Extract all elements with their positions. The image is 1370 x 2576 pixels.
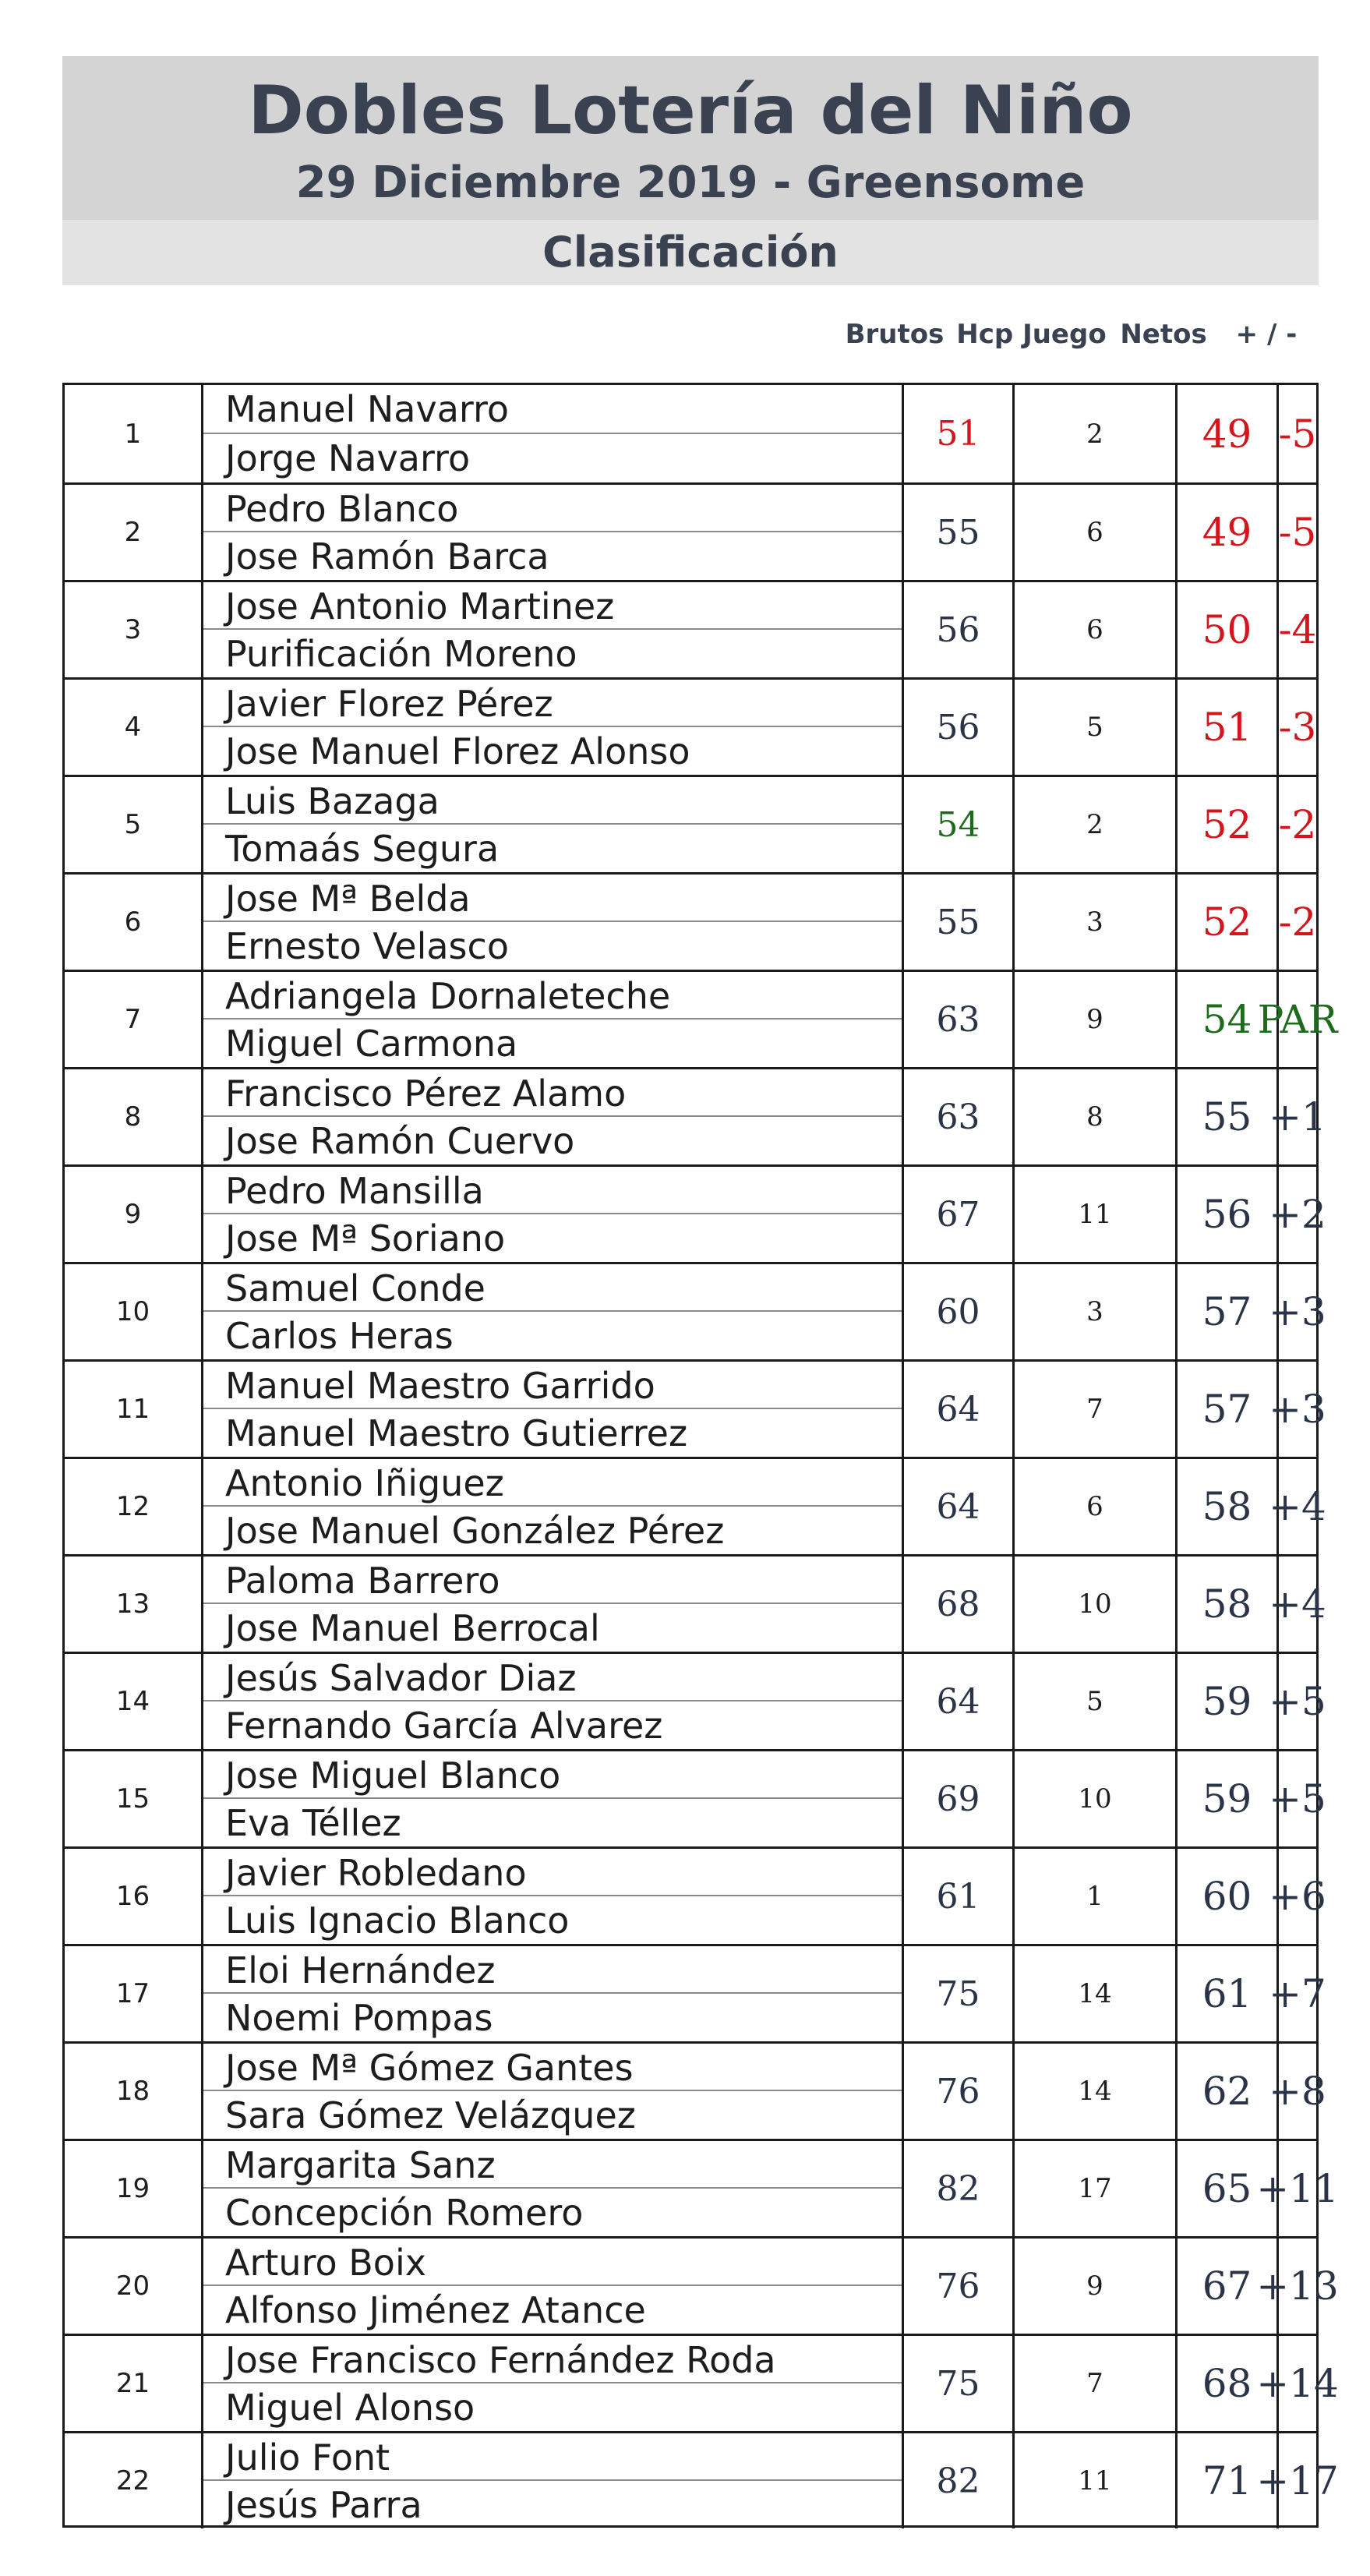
brutos-cell: 64 — [904, 1362, 1015, 1457]
player-2-name: Miguel Carmona — [225, 1023, 518, 1065]
players-cell — [203, 385, 904, 482]
position-cell: 12 — [65, 1459, 203, 1554]
player-1-name: Jesús Salvador Diaz — [203, 1654, 902, 1701]
table-row — [65, 1164, 1326, 1262]
player-1-name: Pedro Blanco — [203, 485, 902, 532]
table-row — [65, 1262, 1326, 1359]
player-2-name: Eva Téllez — [225, 1802, 401, 1844]
players-cell — [203, 1849, 904, 1944]
diff-cell: +2 — [1269, 1192, 1326, 1237]
diff-cell: -2 — [1278, 802, 1317, 847]
player-1-name: Manuel Maestro Garrido — [203, 1362, 902, 1409]
hcp-cell: 11 — [1015, 1167, 1178, 1262]
hcp-cell: 17 — [1015, 2141, 1178, 2236]
player-2-name: Luis Ignacio Blanco — [225, 1899, 570, 1942]
hcp-cell: 2 — [1015, 385, 1178, 482]
player-1-name: Javier Florez Pérez — [203, 680, 902, 727]
position-cell: 10 — [65, 1264, 203, 1359]
netos-cell: 68 — [1178, 2336, 1279, 2431]
player-1-name: Antonio Iñiguez — [203, 1459, 902, 1507]
table-row — [65, 1652, 1326, 1749]
diff-cell: +6 — [1269, 1874, 1326, 1919]
position-cell: 20 — [65, 2239, 203, 2334]
position-cell: 3 — [65, 582, 203, 677]
position-cell: 22 — [65, 2433, 203, 2528]
brutos-cell: 54 — [904, 777, 1015, 872]
player-1-name: Javier Robledano — [203, 1849, 902, 1896]
diff-cell: -3 — [1278, 705, 1317, 750]
table-row — [65, 482, 1316, 580]
diff-cell: -5 — [1278, 510, 1317, 555]
table-row — [65, 1846, 1326, 1944]
players-cell — [203, 485, 904, 580]
netos-cell: 62 — [1178, 2044, 1279, 2139]
player-2-name: Jose Ramón Cuervo — [225, 1120, 575, 1162]
players-cell — [203, 680, 904, 775]
netos-cell: 60 — [1178, 1849, 1279, 1944]
position-cell: 19 — [65, 2141, 203, 2236]
brutos-cell: 56 — [904, 680, 1015, 775]
player-2-name: Manuel Maestro Gutierrez — [225, 1412, 688, 1454]
hcp-cell: 10 — [1015, 1751, 1178, 1846]
table-row — [65, 1554, 1326, 1652]
netos-cell: 55 — [1178, 1069, 1279, 1164]
player-1-name: Jose Francisco Fernández Roda — [203, 2336, 902, 2383]
player-1-name: Luis Bazaga — [203, 777, 902, 825]
hcp-cell: 1 — [1015, 1849, 1178, 1944]
hcp-cell: 14 — [1015, 2044, 1178, 2139]
column-header-brutos: Brutos — [845, 319, 945, 350]
hcp-cell: 11 — [1015, 2433, 1178, 2528]
netos-cell: 67 — [1178, 2239, 1279, 2334]
table-row — [65, 677, 1316, 775]
players-cell — [203, 777, 904, 872]
hcp-cell: 9 — [1015, 2239, 1178, 2334]
hcp-cell: 6 — [1015, 485, 1178, 580]
players-cell — [203, 2433, 904, 2528]
player-1-name: Jose Miguel Blanco — [203, 1751, 902, 1799]
brutos-cell: 56 — [904, 582, 1015, 677]
diff-cell: -5 — [1278, 411, 1317, 457]
brutos-cell: 55 — [904, 485, 1015, 580]
players-cell — [203, 875, 904, 970]
table-row — [65, 385, 1316, 482]
position-cell: 13 — [65, 1557, 203, 1652]
table-row — [65, 2334, 1339, 2431]
table-row — [65, 1067, 1326, 1164]
hcp-cell: 6 — [1015, 582, 1178, 677]
netos-cell: 51 — [1178, 680, 1279, 775]
player-2-name: Miguel Alonso — [225, 2387, 475, 2429]
player-1-name: Julio Font — [203, 2433, 902, 2481]
header — [62, 56, 1319, 285]
players-cell — [203, 1069, 904, 1164]
table-row — [65, 2041, 1326, 2139]
position-cell: 15 — [65, 1751, 203, 1846]
diff-cell: +13 — [1256, 2263, 1339, 2309]
hcp-cell: 8 — [1015, 1069, 1178, 1164]
table-row — [65, 2139, 1339, 2236]
hcp-cell: 9 — [1015, 972, 1178, 1067]
players-cell — [203, 1459, 904, 1554]
brutos-cell: 63 — [904, 972, 1015, 1067]
player-2-name: Noemi Pompas — [225, 1997, 493, 2039]
player-1-name: Pedro Mansilla — [203, 1167, 902, 1214]
netos-cell: 49 — [1178, 385, 1279, 482]
position-cell: 9 — [65, 1167, 203, 1262]
brutos-cell: 61 — [904, 1849, 1015, 1944]
players-cell — [203, 582, 904, 677]
player-1-name: Jose Antonio Martinez — [203, 582, 902, 630]
netos-cell: 65 — [1178, 2141, 1279, 2236]
position-cell: 21 — [65, 2336, 203, 2431]
brutos-cell: 75 — [904, 1946, 1015, 2041]
brutos-cell: 60 — [904, 1264, 1015, 1359]
position-cell: 17 — [65, 1946, 203, 2041]
brutos-cell: 67 — [904, 1167, 1015, 1262]
hcp-cell: 5 — [1015, 680, 1178, 775]
player-2-name: Sara Gómez Velázquez — [225, 2094, 636, 2136]
hcp-cell: 3 — [1015, 1264, 1178, 1359]
brutos-cell: 82 — [904, 2433, 1015, 2528]
players-cell — [203, 1751, 904, 1846]
player-2-name: Jose Manuel González Pérez — [225, 1510, 725, 1552]
diff-cell: +5 — [1269, 1679, 1326, 1724]
player-1-name: Francisco Pérez Alamo — [203, 1069, 902, 1117]
player-1-name: Margarita Sanz — [203, 2141, 902, 2189]
diff-cell: +17 — [1256, 2458, 1339, 2504]
table-row — [65, 580, 1316, 677]
position-cell: 2 — [65, 485, 203, 580]
player-1-name: Adriangela Dornaleteche — [203, 972, 902, 1019]
player-2-name: Jose Ramón Barca — [225, 535, 549, 578]
player-2-name: Carlos Heras — [225, 1315, 454, 1357]
hcp-cell: 7 — [1015, 1362, 1178, 1457]
diff-cell: +3 — [1269, 1289, 1326, 1334]
position-cell: 8 — [65, 1069, 203, 1164]
page-subtitle: 29 Diciembre 2019 - Greensome — [295, 157, 1086, 208]
diff-cell: +11 — [1256, 2166, 1339, 2211]
position-cell: 5 — [65, 777, 203, 872]
brutos-cell: 76 — [904, 2044, 1015, 2139]
position-cell: 4 — [65, 680, 203, 775]
diff-cell: +8 — [1269, 2069, 1326, 2114]
netos-cell: 57 — [1178, 1264, 1279, 1359]
netos-cell: 71 — [1178, 2433, 1279, 2528]
netos-cell: 50 — [1178, 582, 1279, 677]
hcp-cell: 3 — [1015, 875, 1178, 970]
netos-cell: 54 — [1178, 972, 1279, 1067]
player-2-name: Purificación Moreno — [225, 633, 577, 675]
brutos-cell: 55 — [904, 875, 1015, 970]
brutos-cell: 76 — [904, 2239, 1015, 2334]
brutos-cell: 75 — [904, 2336, 1015, 2431]
column-header-diff: + / - — [1235, 319, 1298, 350]
table-row — [65, 2236, 1339, 2334]
players-cell — [203, 1264, 904, 1359]
players-cell — [203, 1654, 904, 1749]
players-cell — [203, 2141, 904, 2236]
table-row — [65, 872, 1316, 970]
diff-cell: +7 — [1269, 1971, 1326, 2016]
players-cell — [203, 1946, 904, 2041]
player-2-name: Jose Manuel Berrocal — [225, 1607, 600, 1649]
diff-cell: +4 — [1269, 1581, 1326, 1627]
player-1-name: Manuel Navarro — [203, 385, 902, 434]
players-cell — [203, 1557, 904, 1652]
position-cell: 16 — [65, 1849, 203, 1944]
player-2-name: Jose Mª Soriano — [225, 1217, 506, 1260]
diff-cell: +5 — [1269, 1776, 1326, 1822]
netos-cell: 56 — [1178, 1167, 1279, 1262]
hcp-cell: 7 — [1015, 2336, 1178, 2431]
players-cell — [203, 2044, 904, 2139]
player-2-name: Fernando García Alvarez — [225, 1705, 663, 1747]
player-2-name: Jorge Navarro — [225, 436, 471, 479]
player-1-name: Samuel Conde — [203, 1264, 902, 1312]
netos-cell: 57 — [1178, 1362, 1279, 1457]
diff-cell: +4 — [1269, 1484, 1326, 1529]
hcp-cell: 6 — [1015, 1459, 1178, 1554]
position-cell: 1 — [65, 385, 203, 482]
position-cell: 7 — [65, 972, 203, 1067]
diff-cell: +1 — [1269, 1094, 1326, 1140]
diff-cell: +3 — [1269, 1387, 1326, 1432]
hcp-cell: 2 — [1015, 777, 1178, 872]
netos-cell: 59 — [1178, 1654, 1279, 1749]
player-1-name: Eloi Hernández — [203, 1946, 902, 1994]
brutos-cell: 68 — [904, 1557, 1015, 1652]
hcp-cell: 10 — [1015, 1557, 1178, 1652]
hcp-cell: 5 — [1015, 1654, 1178, 1749]
players-cell — [203, 2336, 904, 2431]
position-cell: 18 — [65, 2044, 203, 2139]
brutos-cell: 64 — [904, 1459, 1015, 1554]
netos-cell: 58 — [1178, 1459, 1279, 1554]
players-cell — [203, 2239, 904, 2334]
table-row — [65, 1749, 1326, 1846]
brutos-cell: 63 — [904, 1069, 1015, 1164]
brutos-cell: 69 — [904, 1751, 1015, 1846]
table-row — [65, 775, 1316, 872]
table-row — [65, 1944, 1326, 2041]
diff-cell: +14 — [1256, 2361, 1339, 2406]
position-cell: 14 — [65, 1654, 203, 1749]
player-2-name: Jose Manuel Florez Alonso — [225, 730, 690, 772]
diff-cell: PAR — [1257, 997, 1338, 1042]
player-1-name: Arturo Boix — [203, 2239, 902, 2286]
brutos-cell: 51 — [904, 385, 1015, 482]
player-2-name: Alfonso Jiménez Atance — [225, 2289, 646, 2331]
table-row — [65, 2431, 1339, 2528]
column-header-hcp: Hcp Juego — [956, 319, 1107, 350]
player-2-name: Tomaás Segura — [225, 828, 500, 870]
brutos-cell: 82 — [904, 2141, 1015, 2236]
players-cell — [203, 1362, 904, 1457]
player-1-name: Jose Mª Belda — [203, 875, 902, 922]
diff-cell: -4 — [1278, 607, 1317, 652]
players-cell — [203, 1167, 904, 1262]
section-title: Clasificación — [542, 228, 839, 277]
player-2-name: Ernesto Velasco — [225, 925, 509, 967]
netos-cell: 52 — [1178, 875, 1279, 970]
player-2-name: Jesús Parra — [225, 2484, 422, 2526]
player-2-name: Concepción Romero — [225, 2192, 584, 2234]
netos-cell: 59 — [1178, 1751, 1279, 1846]
position-cell: 6 — [65, 875, 203, 970]
page-title: Dobles Lotería del Niño — [248, 72, 1133, 150]
hcp-cell: 14 — [1015, 1946, 1178, 2041]
table-row — [65, 1359, 1326, 1457]
brutos-cell: 64 — [904, 1654, 1015, 1749]
column-header-netos: Netos — [1120, 319, 1207, 350]
netos-cell: 58 — [1178, 1557, 1279, 1652]
netos-cell: 61 — [1178, 1946, 1279, 2041]
netos-cell: 49 — [1178, 485, 1279, 580]
players-cell — [203, 972, 904, 1067]
table-row — [65, 970, 1338, 1067]
results-table — [62, 383, 1339, 2528]
diff-cell: -2 — [1278, 899, 1317, 945]
player-1-name: Paloma Barrero — [203, 1557, 902, 1604]
player-1-name: Jose Mª Gómez Gantes — [203, 2044, 902, 2091]
position-cell: 11 — [65, 1362, 203, 1457]
netos-cell: 52 — [1178, 777, 1279, 872]
table-row — [65, 1457, 1326, 1554]
